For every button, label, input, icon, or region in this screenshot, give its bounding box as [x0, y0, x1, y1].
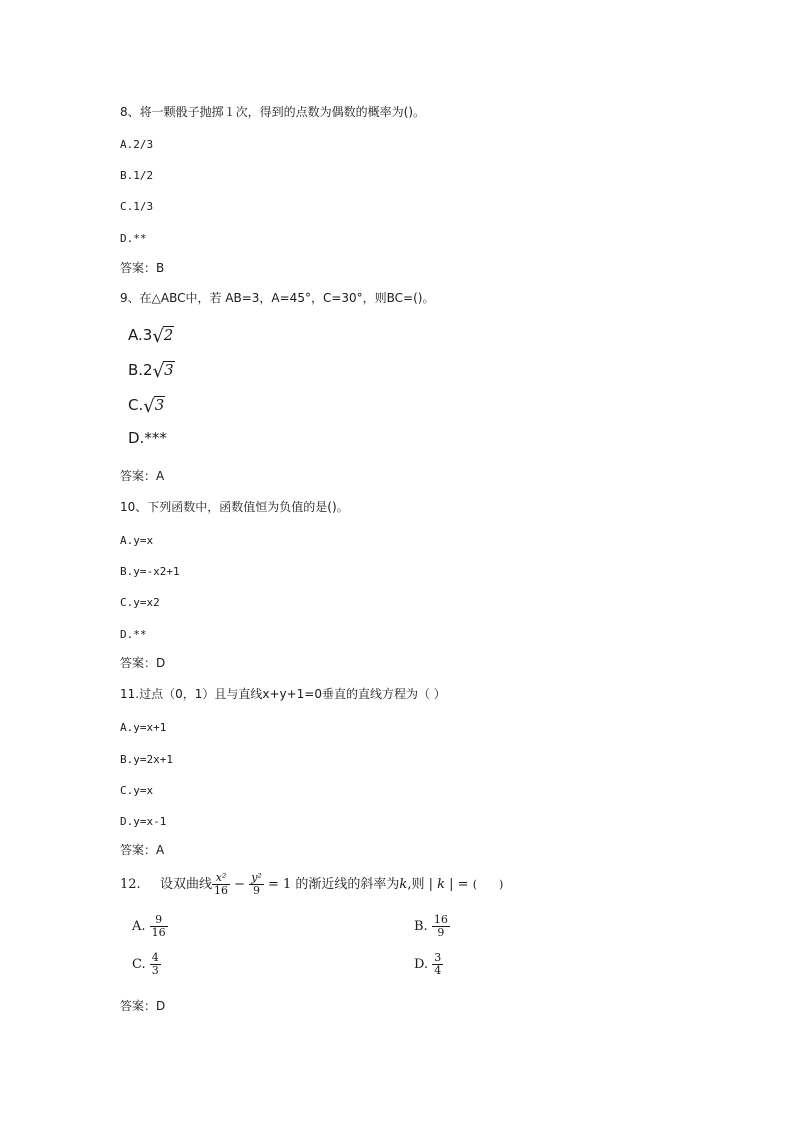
q11-option-c: C.y=x: [120, 784, 154, 797]
q12-option-a-den: 16: [151, 926, 166, 939]
q11-option-a: A.y=x+1: [120, 721, 167, 734]
q12-option-b-fraction: [432, 914, 450, 939]
q12-abs-k: | k |: [428, 877, 454, 892]
q12-fraction-x-den: 16: [214, 884, 229, 897]
sqrt-icon: √2: [152, 326, 174, 347]
q11-option-b: B.y=2x+1: [120, 753, 173, 766]
q12-option-d-den: 4: [434, 964, 442, 977]
q8-option-d: D.**: [120, 232, 147, 245]
q10-option-d: D.**: [120, 628, 147, 641]
q9-stem: 9、在△ABC中，若 AB=3，A=45°，C=30°，则BC=()。: [120, 291, 435, 305]
q12-equals-one: = 1: [267, 877, 292, 892]
q9-option-a: [128, 325, 174, 347]
q10-option-c: C.y=x2: [120, 596, 160, 609]
q10-stem: 10、下列函数中，函数值恒为负值的是()。: [120, 500, 349, 514]
sqrt-icon: √3: [152, 361, 174, 382]
q9-option-a-prefix: A.3: [128, 326, 153, 344]
q9-answer: 答案：A: [120, 469, 165, 483]
q12-stem: [160, 872, 503, 897]
q12-fraction-x: [212, 872, 230, 897]
q8-option-c: C.1/3: [120, 200, 154, 213]
q12-k: k: [399, 877, 408, 892]
q12-option-c: [132, 952, 161, 977]
q12-fraction-x-num: x²: [212, 872, 230, 885]
q11-answer: 答案：A: [120, 843, 165, 857]
q12-option-c-label: C.: [132, 957, 146, 972]
q8-answer: 答案：B: [120, 261, 165, 275]
q12-option-a: [132, 914, 168, 939]
q11-option-d: D.y=x-1: [120, 815, 167, 828]
q12-option-a-label: A.: [132, 919, 146, 934]
q12-option-c-num: 4: [151, 951, 159, 964]
q9-option-b-radicand: 3: [164, 361, 174, 379]
q12-option-d-fraction: [432, 952, 443, 977]
q12-stem-suffix: ,则: [407, 877, 425, 892]
q12-option-a-num: 9: [150, 914, 168, 927]
q9-option-a-radicand: 2: [163, 326, 174, 344]
q12-stem-prefix: 设双曲线: [160, 877, 213, 892]
q9-option-b-prefix: B.2: [128, 361, 153, 379]
q12-number: 12.: [120, 877, 141, 892]
q12-option-d: [414, 952, 443, 977]
q12-option-d-num: 3: [434, 951, 442, 964]
q12-fraction-y: [249, 872, 264, 897]
q10-option-a: A.y=x: [120, 534, 154, 547]
q9-option-b: [128, 360, 175, 382]
q11-stem: 11.过点（0，1）且与直线x+y+1=0垂直的直线方程为（ ）: [120, 687, 446, 701]
q12-option-c-fraction: [150, 952, 161, 977]
q8-option-a: A.2/3: [120, 138, 154, 151]
q12-option-c-den: 3: [151, 964, 159, 977]
q12-option-b: [414, 914, 450, 939]
q12-blank: ( ): [472, 878, 504, 891]
q12-minus: −: [234, 877, 246, 892]
q8-stem: 8、将一颗骰子抛掷１次，得到的点数为偶数的概率为()。: [120, 105, 426, 119]
q10-option-b: B.y=-x2+1: [120, 565, 180, 578]
q9-option-c: [128, 395, 165, 417]
q12-option-b-den: 9: [437, 926, 445, 939]
sqrt-icon: √3: [143, 396, 165, 417]
q9-option-c-radicand: 3: [154, 396, 165, 414]
q9-option-c-prefix: C.: [128, 396, 144, 414]
q12-stem-middle: 的渐近线的斜率为: [295, 877, 400, 892]
q12-option-b-label: B.: [414, 919, 428, 934]
q10-answer: 答案：D: [120, 656, 166, 670]
q12-fraction-y-num: y²: [251, 871, 262, 884]
q12-option-a-fraction: [150, 914, 168, 939]
q12-option-d-label: D.: [414, 957, 429, 972]
q12-equals: =: [457, 877, 469, 892]
q12-option-b-num: 16: [433, 913, 448, 926]
q12-answer: 答案：D: [120, 999, 166, 1013]
q9-option-d: D.***: [128, 429, 167, 447]
q12-fraction-y-den: 9: [253, 884, 261, 897]
q8-option-b: B.1/2: [120, 169, 154, 182]
